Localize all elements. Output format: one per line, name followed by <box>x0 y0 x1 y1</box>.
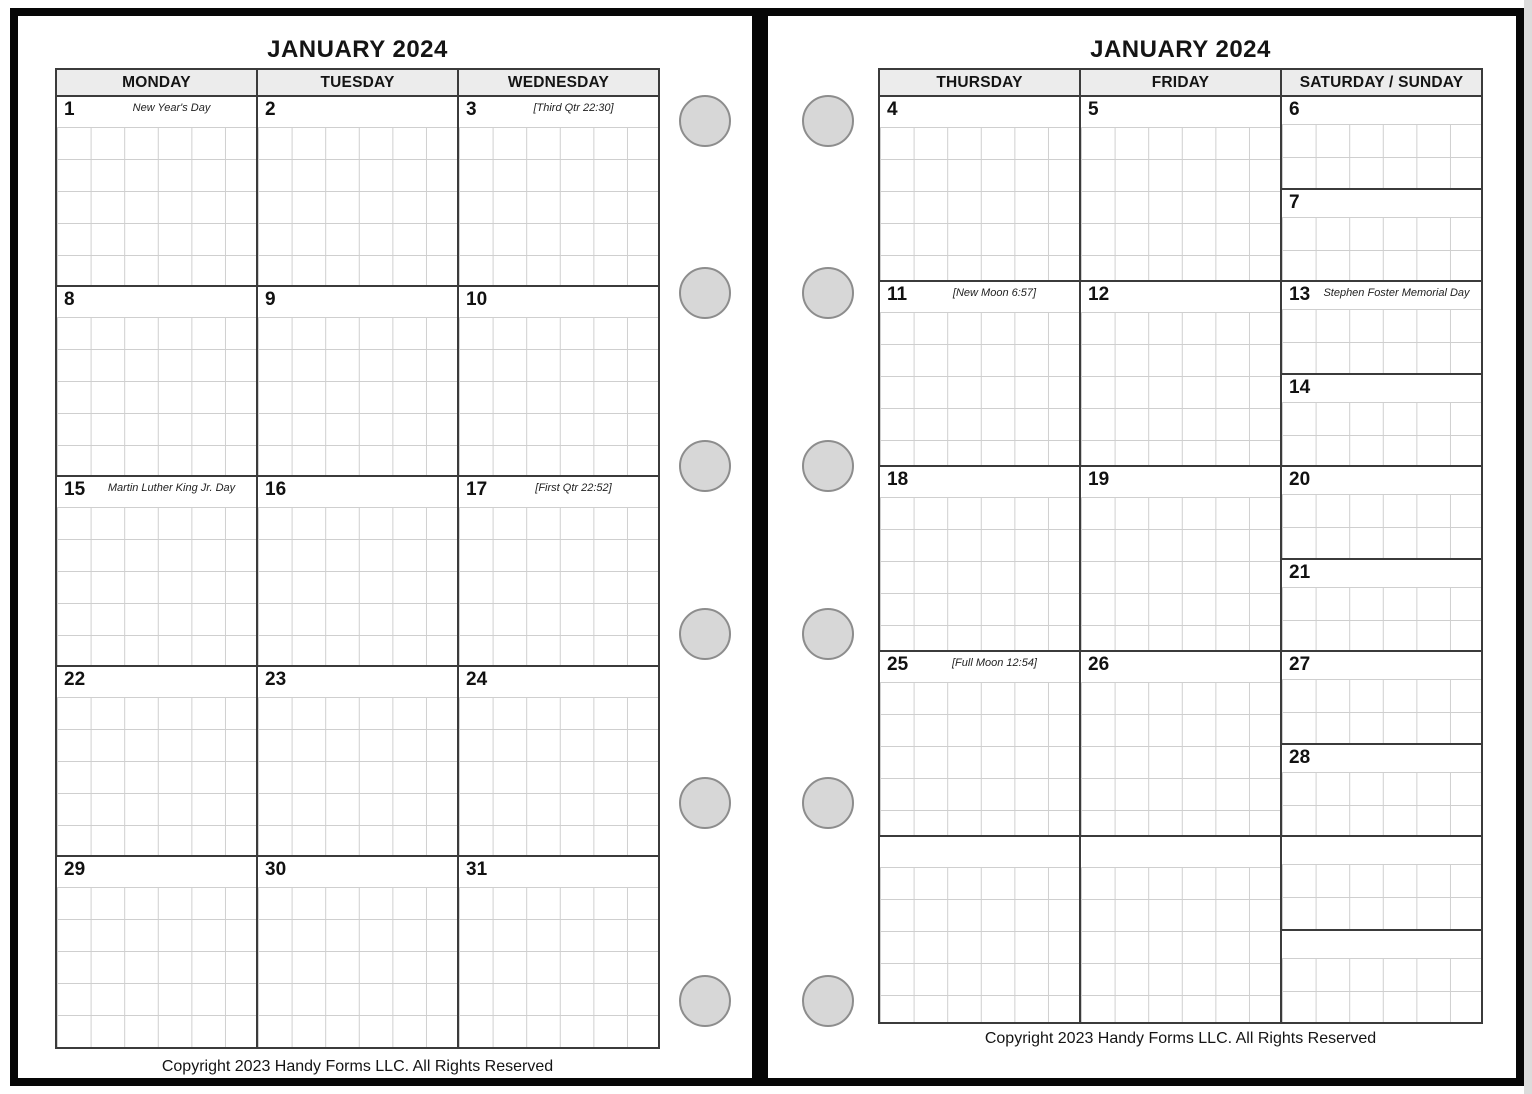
day-cell-jan-19 <box>1081 467 1282 650</box>
week-row <box>57 287 658 477</box>
day-cell-empty <box>1081 837 1282 1022</box>
binder-hole <box>679 95 731 147</box>
day-number: 30 <box>265 859 287 880</box>
saturday-sunday-column <box>1282 282 1481 465</box>
day-cell-jan-23 <box>258 667 459 855</box>
binder-hole <box>802 777 854 829</box>
writing-grid <box>459 127 658 285</box>
day-cell-jan-10 <box>459 287 658 475</box>
day-number: 13 <box>1289 284 1311 305</box>
writing-grid <box>1081 312 1280 465</box>
day-number: 21 <box>1289 561 1311 583</box>
day-cell-jan-11 <box>880 282 1081 465</box>
writing-grid <box>1081 867 1280 1022</box>
day-cell-empty <box>880 837 1081 1022</box>
day-cell-jan-18 <box>880 467 1081 650</box>
saturday-sunday-column <box>1282 837 1481 1022</box>
writing-grid <box>1282 772 1481 836</box>
day-cell-jan-15 <box>57 477 258 665</box>
binder-hole <box>802 608 854 660</box>
copyright-text: Copyright 2023 Handy Forms LLC. All Rights Reserved <box>161 1058 554 1075</box>
binder-hole <box>802 440 854 492</box>
day-cell-jan-22 <box>57 667 258 855</box>
week-row <box>57 857 658 1047</box>
day-number: 29 <box>64 859 86 880</box>
week-row <box>880 97 1481 282</box>
day-number: 16 <box>265 479 287 500</box>
day-cell-jan-29 <box>57 857 258 1047</box>
day-cell-empty <box>1282 837 1481 931</box>
writing-grid <box>1282 309 1481 373</box>
day-cell-jan-30 <box>258 857 459 1047</box>
writing-grid <box>1282 864 1481 929</box>
day-header-tuesday: TUESDAY <box>258 70 459 95</box>
day-header-row <box>57 70 658 97</box>
writing-grid <box>57 697 256 855</box>
binder-hole <box>802 267 854 319</box>
binder-hole <box>802 975 854 1027</box>
writing-grid <box>57 887 256 1047</box>
day-cell-jan-1 <box>57 97 258 285</box>
writing-grid <box>880 127 1079 280</box>
day-cell-jan-21 <box>1282 560 1481 651</box>
week-row <box>57 477 658 667</box>
writing-grid <box>880 312 1079 465</box>
day-cell-jan-20 <box>1282 467 1481 560</box>
writing-grid <box>258 697 457 855</box>
day-cell-jan-9 <box>258 287 459 475</box>
day-cell-empty <box>1282 931 1481 1023</box>
day-cell-jan-14 <box>1282 375 1481 466</box>
writing-grid <box>1282 587 1481 651</box>
saturday-sunday-column <box>1282 467 1481 650</box>
binder-hole <box>679 608 731 660</box>
writing-grid <box>459 887 658 1047</box>
day-cell-jan-7 <box>1282 190 1481 281</box>
day-number: 22 <box>64 669 86 690</box>
writing-grid <box>1081 682 1280 835</box>
day-cell-jan-13 <box>1282 282 1481 375</box>
day-number: 31 <box>466 859 488 880</box>
day-header-saturday-sunday: SATURDAY / SUNDAY <box>1299 73 1464 91</box>
day-note: Stephen Foster Memorial Day <box>1323 287 1470 299</box>
planner-page-right <box>760 8 1524 1086</box>
day-cell-jan-26 <box>1081 652 1282 835</box>
day-number: 23 <box>265 669 287 690</box>
day-number: 26 <box>1088 654 1110 675</box>
day-number: 19 <box>1088 469 1110 490</box>
page-title: JANUARY 2024 <box>267 36 448 63</box>
day-number: 1 <box>64 99 75 120</box>
day-header-thursday: THURSDAY <box>880 70 1081 95</box>
day-cell-jan-6 <box>1282 97 1481 190</box>
day-number: 27 <box>1289 654 1311 675</box>
day-header-friday: FRIDAY <box>1081 70 1282 95</box>
day-header-monday: MONDAY <box>57 70 258 95</box>
day-cell-jan-8 <box>57 287 258 475</box>
week-row-empty <box>880 837 1481 1022</box>
day-note: [Full Moon 12:54] <box>952 657 1037 669</box>
saturday-sunday-column <box>1282 652 1481 835</box>
writing-grid <box>880 867 1079 1022</box>
writing-grid <box>880 497 1079 650</box>
calendar-table <box>55 68 660 1049</box>
day-note: [New Moon 6:57] <box>952 287 1037 299</box>
day-number: 15 <box>64 479 86 500</box>
day-header-wednesday: WEDNESDAY <box>507 73 610 91</box>
day-number: 11 <box>887 284 908 305</box>
day-number: 10 <box>466 289 488 310</box>
day-number: 2 <box>265 99 276 120</box>
day-cell-jan-24 <box>459 667 658 855</box>
day-number: 5 <box>1088 99 1099 120</box>
day-number: 18 <box>887 469 909 490</box>
day-number: 28 <box>1289 746 1311 768</box>
day-number: 8 <box>64 289 75 310</box>
writing-grid <box>1282 217 1481 281</box>
writing-grid <box>1282 402 1481 466</box>
scan-edge-strip <box>1524 0 1532 1094</box>
writing-grid <box>459 507 658 665</box>
writing-grid <box>258 127 457 285</box>
writing-grid <box>57 317 256 475</box>
day-number: 6 <box>1289 99 1300 120</box>
writing-grid <box>459 697 658 855</box>
binder-hole <box>679 777 731 829</box>
saturday-sunday-column <box>1282 97 1481 280</box>
planner-page-left <box>10 8 760 1086</box>
writing-grid <box>57 507 256 665</box>
day-cell-jan-4 <box>880 97 1081 280</box>
week-row <box>880 282 1481 467</box>
writing-grid <box>258 887 457 1047</box>
day-number: 20 <box>1289 469 1311 490</box>
day-number: 14 <box>1289 376 1311 398</box>
day-cell-jan-17 <box>459 477 658 665</box>
writing-grid <box>1282 494 1481 558</box>
day-number: 7 <box>1289 191 1300 213</box>
copyright-text: Copyright 2023 Handy Forms LLC. All Rights Reserved <box>984 1030 1377 1047</box>
week-row <box>880 652 1481 837</box>
day-cell-jan-16 <box>258 477 459 665</box>
writing-grid <box>459 317 658 475</box>
day-number: 17 <box>466 479 488 500</box>
day-number: 12 <box>1088 284 1110 305</box>
day-cell-jan-28 <box>1282 745 1481 836</box>
writing-grid <box>258 507 457 665</box>
week-row <box>57 667 658 857</box>
writing-grid <box>258 317 457 475</box>
day-cell-jan-2 <box>258 97 459 285</box>
writing-grid <box>1081 127 1280 280</box>
day-note: New Year's Day <box>132 102 211 114</box>
binder-hole <box>679 440 731 492</box>
writing-grid <box>1282 124 1481 188</box>
writing-grid <box>1282 958 1481 1023</box>
calendar-table <box>878 68 1483 1024</box>
day-number: 25 <box>887 654 909 675</box>
day-header-row <box>880 70 1481 97</box>
day-note: [Third Qtr 22:30] <box>533 102 614 114</box>
binder-hole <box>679 267 731 319</box>
day-cell-jan-12 <box>1081 282 1282 465</box>
day-number: 4 <box>887 99 898 120</box>
day-cell-jan-3 <box>459 97 658 285</box>
day-number: 9 <box>265 289 276 310</box>
writing-grid <box>57 127 256 285</box>
page-title: JANUARY 2024 <box>1090 36 1271 63</box>
binder-hole <box>679 975 731 1027</box>
writing-grid <box>1282 679 1481 743</box>
day-note: Martin Luther King Jr. Day <box>107 482 236 494</box>
binder-hole <box>802 95 854 147</box>
week-row <box>880 467 1481 652</box>
week-row <box>57 97 658 287</box>
day-cell-jan-25 <box>880 652 1081 835</box>
day-cell-jan-5 <box>1081 97 1282 280</box>
day-cell-jan-27 <box>1282 652 1481 745</box>
day-cell-jan-31 <box>459 857 658 1047</box>
day-number: 24 <box>466 669 488 690</box>
day-note: [First Qtr 22:52] <box>535 482 612 494</box>
writing-grid <box>1081 497 1280 650</box>
day-number: 3 <box>466 99 477 120</box>
writing-grid <box>880 682 1079 835</box>
